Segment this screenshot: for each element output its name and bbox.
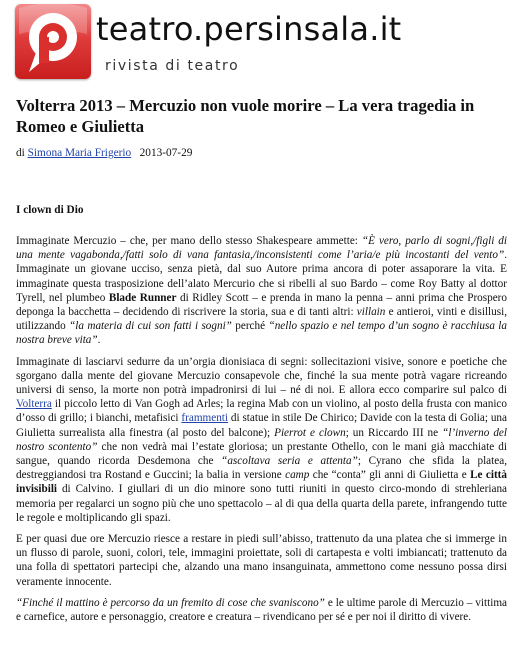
publish-date: 2013-07-29	[139, 147, 193, 159]
byline-prefix: di	[16, 147, 25, 159]
quote: “la materia di cui son fatti i sogni”	[69, 320, 232, 333]
emphasis: camp	[285, 469, 310, 482]
quote: “È vero, parlo di sogni,/figli di una mente vagabonda,/fatti solo di vana fantasia,/inconsistenti come l’aria/e più incostanti del vento”	[16, 235, 507, 262]
text: e le ultime parole di Mercuzio – vittima e carnefice, autore e personaggio, creatore e creatura – rivendicano per sé e per noi il diritto di vivere.	[16, 596, 508, 624]
film-title: Blade Runner	[108, 291, 177, 304]
text: Immaginate Mercuzio – che, per mano dello stesso Shakespeare ammette:	[16, 235, 362, 247]
text: che non vedrà mai l’estate gloriosa; un prestante Othello, con le mani già macchiate di sangue, quando ricorda Desdemona che	[16, 440, 508, 468]
paragraph-3: E per quasi due ore Mercuzio riesce a restare in piedi sull’abisso, trattenuto da una platea che si immerge in un flusso di parole, suoni, colori, tele, immagini proiettate, soli di cartapesta e volti imbiancati; trattenuto da una folla di spettatori partecipi che, alzando una mano insanguinata, ammettono come nessuno possa dirsi veramente innocente.	[16, 533, 507, 588]
text: Immaginate di lasciarvi sedurre da un’orgia dionisiaca di segni: sollecitazioni visive, sonore e poetiche che sgorgano dalla mente del giovane Mercuzio consapevole che, finché la sua mente potrà vagare ricreando universi di senso, la morte non potrà impadronirsi di lui – né di noi. E allora ecco comparire sul palco di	[16, 355, 507, 397]
text: perché	[231, 320, 269, 333]
text: di Ridley Scott – e prenda in mano la penna – anni prima che Prospero deponga la bacchetta – decidendo di riscrivere la storia, sua e di tanti altri:	[16, 291, 507, 319]
text: e antieroi, vinti e disillusi, utilizzando	[16, 306, 507, 333]
quote: “Finché il mattino è percorso da un fremito di cose che svaniscono”	[16, 596, 325, 609]
site-subtitle: rivista di teatro	[105, 58, 240, 74]
byline	[16, 147, 507, 159]
emphasis: Pierrot e clown	[274, 426, 346, 439]
site-title[interactable]: teatro.persinsala.it	[96, 10, 402, 48]
article	[16, 95, 507, 631]
author-link[interactable]: Simona Maria Frigerio	[27, 147, 132, 159]
quote: “l’inverno del nostro scontento”	[16, 426, 507, 453]
emphasis: villain	[356, 306, 386, 319]
text: che “conta” gli anni di Giulietta e	[309, 469, 471, 482]
article-title: Volterra 2013 – Mercuzio non vuole morire – La vera tragedia in Romeo e Giulietta	[16, 96, 475, 136]
paragraph-1	[16, 234, 507, 348]
quote: “nello spazio e nel tempo d’un sogno è racchiusa la nostra breve vita”	[16, 320, 507, 347]
p-speech-bubble-logo-icon[interactable]	[15, 4, 91, 79]
text: di Calvino. I giullari di un dio minore sono tutti riuniti in questo circo-mondo di strehleriana memoria per regalarci un sogno più che uno spettacolo – al di qua della quarta della parete, infrangendo tutte le regole e moltiplicando gli spazi.	[16, 483, 507, 524]
text: . Immaginate un giovane ucciso, senza pietà, dal suo Autore prima ancora di poter assaporare la vita. E immaginate questa trasposizione dell’alato Mercurio che si ribelli al suo Bardo – come Roy Batty al dottor Tyrell, nel plumbeo	[16, 249, 507, 304]
text: ; Cyrano che sfida la platea, destreggiandosi tra Rostand e Guccini; la balia in versione	[16, 455, 507, 482]
paragraph-2	[16, 355, 507, 525]
article-body	[16, 234, 507, 624]
quote: “ascoltava seria e attenta”	[221, 455, 358, 468]
paragraph-4	[16, 596, 507, 624]
site-header	[0, 0, 523, 85]
volterra-link[interactable]: Volterra	[16, 398, 52, 411]
text: di statue in stile De Chirico; Davide con la testa di Golia; una Giulietta surrealista alla finestra (al posto del balcone);	[16, 412, 507, 439]
text: il piccolo letto di Van Gogh ad Arles; la regina Mab con un violino, al posto della frusta con manico d’osso di grillo; i bianchi, metafisici	[16, 398, 507, 425]
section-heading: I clown di Dio	[16, 204, 84, 216]
text: ; un Riccardo III ne	[345, 426, 443, 439]
text: .	[97, 334, 101, 347]
book-title: Le città invisibili	[16, 469, 508, 496]
frammenti-link[interactable]: frammenti	[181, 412, 229, 425]
